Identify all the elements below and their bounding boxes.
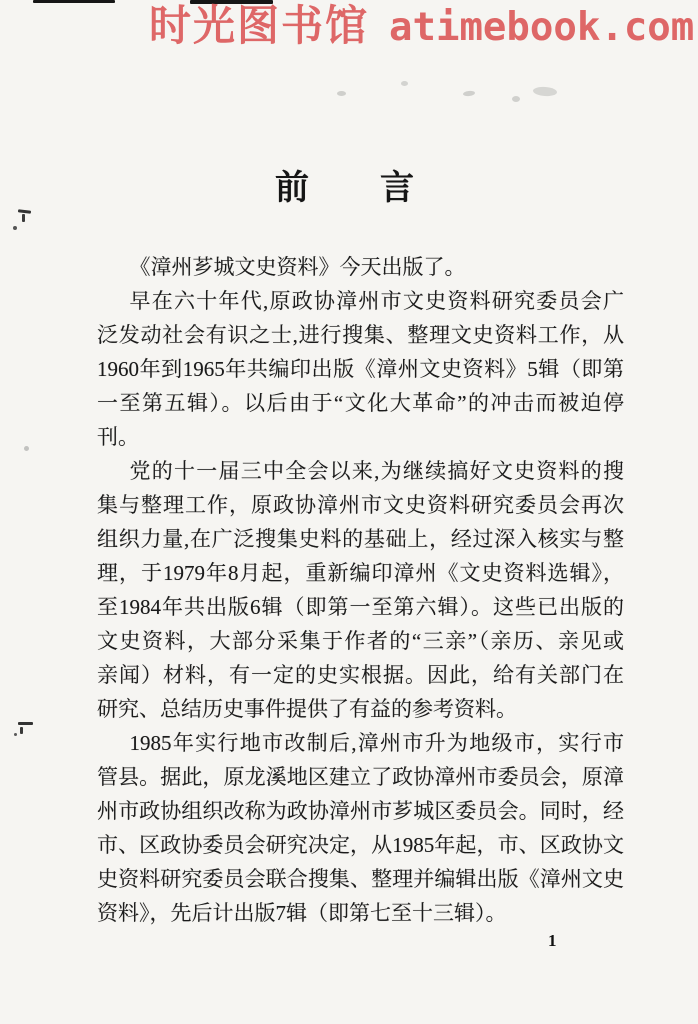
scan-speck xyxy=(13,226,17,230)
text-line: 至1984年共出版6辑（即第一至第六辑）。这些已出版的 xyxy=(97,595,624,619)
text-line: 1985年实行地市改制后,漳州市升为地级市，实行市 xyxy=(129,731,624,755)
text-line: 史资料研究委员会联合搜集、整理并编辑出版《漳州文史 xyxy=(97,867,624,891)
scan-speck xyxy=(22,214,25,222)
text-line: 《漳州芗城文史资料》今天出版了。 xyxy=(129,255,466,279)
text-line: 集与整理工作，原政协漳州市文史资料研究委员会再次 xyxy=(97,493,624,517)
scan-smudge xyxy=(533,86,558,97)
text-line: 早在六十年代,原政协漳州市文史资料研究委员会广 xyxy=(129,289,624,313)
text-line: 文史资料，大部分采集于作者的“三亲”（亲历、亲见或 xyxy=(97,629,624,653)
scan-speck xyxy=(14,733,17,736)
watermark xyxy=(149,2,694,50)
scan-speck xyxy=(24,446,29,451)
scan-smudge xyxy=(512,96,520,102)
text-line: 亲闻）材料，有一定的史实根据。因此，给有关部门在 xyxy=(97,663,624,687)
text-line: 组织力量,在广泛搜集史料的基础上，经过深入核实与整 xyxy=(97,527,624,551)
page-title: 前 言 xyxy=(275,170,415,207)
text-line: 资料》，先后计出版7辑（即第七至十三辑）。 xyxy=(97,901,507,925)
scan-speck xyxy=(18,209,31,214)
text-line: 一至第五辑）。以后由于“文化大革命”的冲击而被迫停 xyxy=(97,391,624,415)
scan-speck xyxy=(20,727,23,734)
text-line: 研究、总结历史事件提供了有益的参考资料。 xyxy=(97,697,517,721)
text-line: 市、区政协委员会研究决定，从1985年起，市、区政协文 xyxy=(97,833,624,857)
text-line: 州市政协组织改称为政协漳州市芗城区委员会。同时，经 xyxy=(97,799,624,823)
scan-smudge xyxy=(401,81,408,86)
text-line: 刊。 xyxy=(97,425,139,449)
scan-speck xyxy=(18,722,33,725)
text-line: 泛发动社会有识之士,进行搜集、整理文史资料工作，从 xyxy=(97,323,624,347)
scan-smudge xyxy=(463,90,475,96)
text-line: 1960年到1965年共编印出版《漳州文史资料》5辑（即第 xyxy=(97,357,624,381)
text-line: 理，于1979年8月起，重新编印漳州《文史资料选辑》， xyxy=(97,561,624,585)
watermark-domain-text: atimebook.com xyxy=(389,5,695,50)
text-line: 管县。据此，原龙溪地区建立了政协漳州市委员会，原漳 xyxy=(97,765,624,789)
text-line: 党的十一届三中全会以来,为继续搞好文史资料的搜 xyxy=(129,459,624,483)
page-number: 1 xyxy=(548,931,557,950)
preface-body xyxy=(97,250,624,930)
scan-smudge xyxy=(337,91,346,96)
watermark-chinese-text: 时光图书馆 xyxy=(149,1,370,50)
top-binding-mark-left xyxy=(33,0,115,3)
